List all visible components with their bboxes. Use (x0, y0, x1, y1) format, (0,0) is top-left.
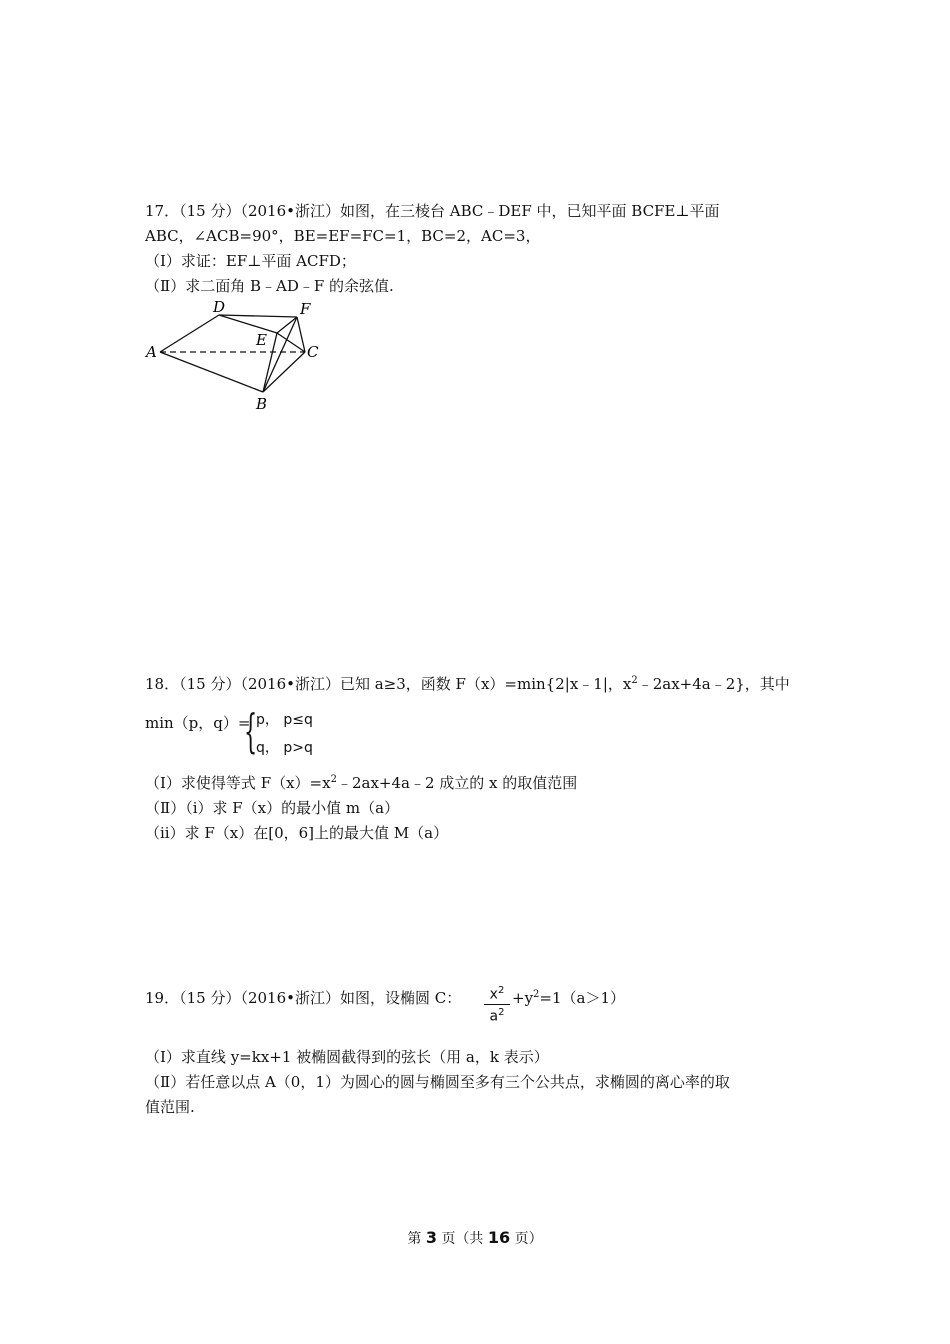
q19-fraction (484, 985, 510, 1024)
edge-BC (263, 352, 305, 392)
fraction-denominator: $a^2$ (489, 1006, 505, 1025)
q19-part1: （Ⅰ）求直线 y=kx+1 被椭圆截得到的弦长（用 a，k 表示） (145, 1048, 549, 1066)
edge-AB (160, 352, 263, 392)
label-B: B (256, 395, 268, 413)
current-page-number: 3 (425, 1228, 437, 1247)
q18-piece1: p， p≤q (256, 712, 313, 728)
q17-part1: （Ⅰ）求证：EF⊥平面 ACFD； (145, 252, 356, 270)
edge-DE (219, 315, 277, 333)
label-D: D (213, 298, 226, 316)
q18-part2: （Ⅱ）（i）求 F（x）的最小值 m（a） (145, 799, 400, 817)
edge-FB (263, 317, 297, 392)
q18-piece2: q， p>q (256, 740, 313, 756)
q17-line1: 17．（15 分）（2016•浙江）如图，在三棱台 ABC﹣DEF 中，已知平面 BCFE⊥平面 (145, 202, 720, 220)
q19-line1-prefix: 19．（15 分）（2016•浙江）如图，设椭圆 C： (145, 989, 462, 1007)
edge-AD (160, 315, 219, 352)
label-E: E (256, 331, 267, 349)
label-A: A (146, 343, 157, 361)
page-footer: 第 3 页（共 16 页） (407, 1228, 543, 1247)
q18-part3: （ii）求 F（x）在[0，6]上的最大值 M（a） (145, 824, 449, 842)
q17-figure (140, 295, 340, 415)
q18-part1: （Ⅰ）求使得等式 $F(x)=x^2﹣2ax+4a﹣2$ 成立的 x 的取值范围 (145, 774, 578, 792)
label-F: F (300, 300, 311, 318)
q19-part2-cont: 值范围. (145, 1098, 195, 1116)
total-page-count: 16 (487, 1228, 511, 1247)
piecewise-brace: { (244, 704, 258, 758)
label-C: C (307, 343, 319, 361)
q19-part2: （Ⅱ）若任意以点 A（0，1）为圆心的圆与椭圆至多有三个公共点，求椭圆的离心率的取 (145, 1073, 730, 1091)
q18-line1: 18．（15 分）（2016•浙江）已知 a≥3，函数 F（x）=min{2|x﹣1|，$x^2﹣2ax+4a﹣2$}，其中 (145, 675, 790, 693)
fraction-numerator: $x^2$ (484, 985, 510, 1005)
edge-DF (219, 315, 297, 317)
q18-min-prefix: min（p，q）= (145, 714, 251, 732)
q19-line1-suffix: $+y^2=1(a>1)$ (512, 989, 626, 1007)
q17-line2: ABC，∠ACB=90°，BE=EF=FC=1，BC=2，AC=3， (145, 227, 541, 245)
q17-part2: （Ⅱ）求二面角 B﹣AD﹣F 的余弦值. (145, 277, 394, 295)
